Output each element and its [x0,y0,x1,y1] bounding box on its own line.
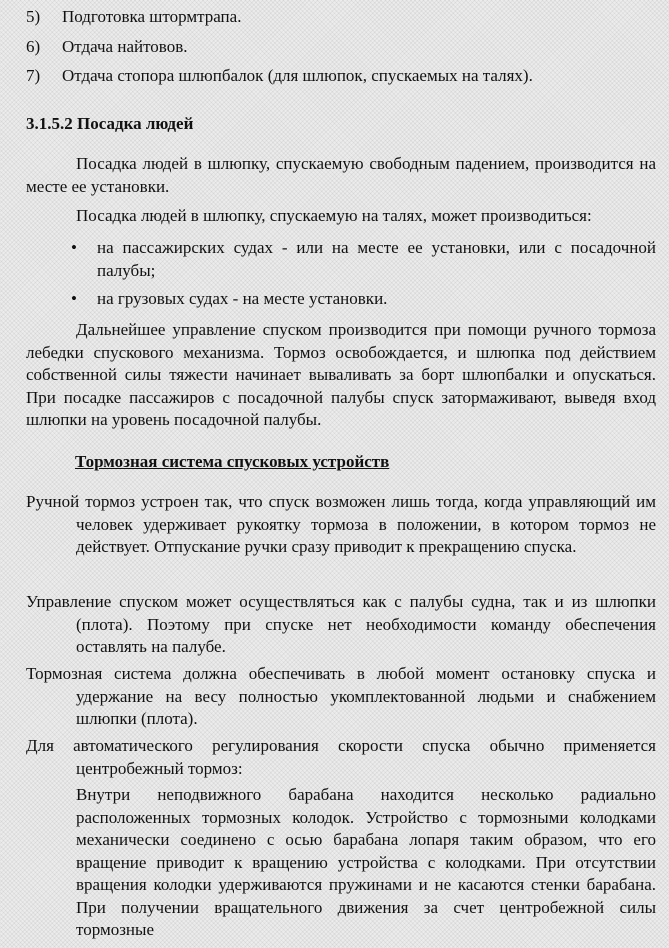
paragraph: Посадка людей в шлюпку, спускаемую на талях, может производиться: [76,206,592,225]
paragraph: Дальнейшее управление спуском производится при помощи ручного тормоза лебедки спускового механизма. Тормоз освобождается, и шлюпка под действием собственной силы тяжести начинает вываливать за борт шлюпбалки и опускаться. При посадке пассажиров с посадочной палубы спуск затормаживают, выведя вход шлюпки на уровень посадочной палубы. [26,320,656,429]
bullet-item [71,288,656,311]
bullet-icon: • [71,238,77,257]
list-number: 5) [26,7,41,26]
section-heading: 3.1.5.2 Посадка людей [26,114,194,133]
paragraph: Ручной тормоз устроен так, что спуск возможен лишь тогда, когда управляющий им человек удерживает рукоятку тормоза в положении, в котором тормоз не действует. Отпускание ручки сразу приводит к прекращению спуска. [26,492,656,556]
paragraph: Для автоматического регулирования скорости спуска обычно применяется центробежный тормоз: [26,736,656,778]
bullet-text: на пассажирских судах - или на месте ее установки, или с посадочной палубы; [97,238,656,280]
paragraph: Внутри неподвижного барабана находится несколько радиально расположенных тормозных колодок. Устройство с тормозными колодками механически соединено с осью барабана лопаря таким образом, что его вращение приводит к вращению устройства с колодками. При отсутствии вращения колодки удерживаются пружинами и не касаются стенки барабана. При получении вращательного движения за счет центробежной силы тормозные [76,785,656,939]
list-text: Подготовка штормтрапа. [62,7,242,26]
list-item [26,65,656,88]
list-item [26,6,656,29]
list-text: Отдача найтовов. [62,37,188,56]
bullet-item [71,237,656,282]
bullet-text: на грузовых судах - на месте установки. [97,289,388,308]
bullet-icon: • [71,289,77,308]
paragraph: Посадка людей в шлюпку, спускаемую свободным падением, производится на месте ее установки. [26,154,656,196]
list-number: 7) [26,66,41,85]
list-text: Отдача стопора шлюпбалок (для шлюпок, спускаемых на талях). [62,66,533,85]
paragraph: Управление спуском может осуществляться как с палубы судна, так и из шлюпки (плота). Поэтому при спуске нет необходимости команду обеспечения оставлять на палубе. [26,592,656,656]
list-item [26,36,656,59]
list-number: 6) [26,37,41,56]
paragraph: Тормозная система должна обеспечивать в любой момент остановку спуска и удержание на весу полностью укомплектованной людьми и снабжением шлюпки (плота). [26,664,656,728]
subsection-title: Тормозная система спусковых устройств [75,452,390,471]
